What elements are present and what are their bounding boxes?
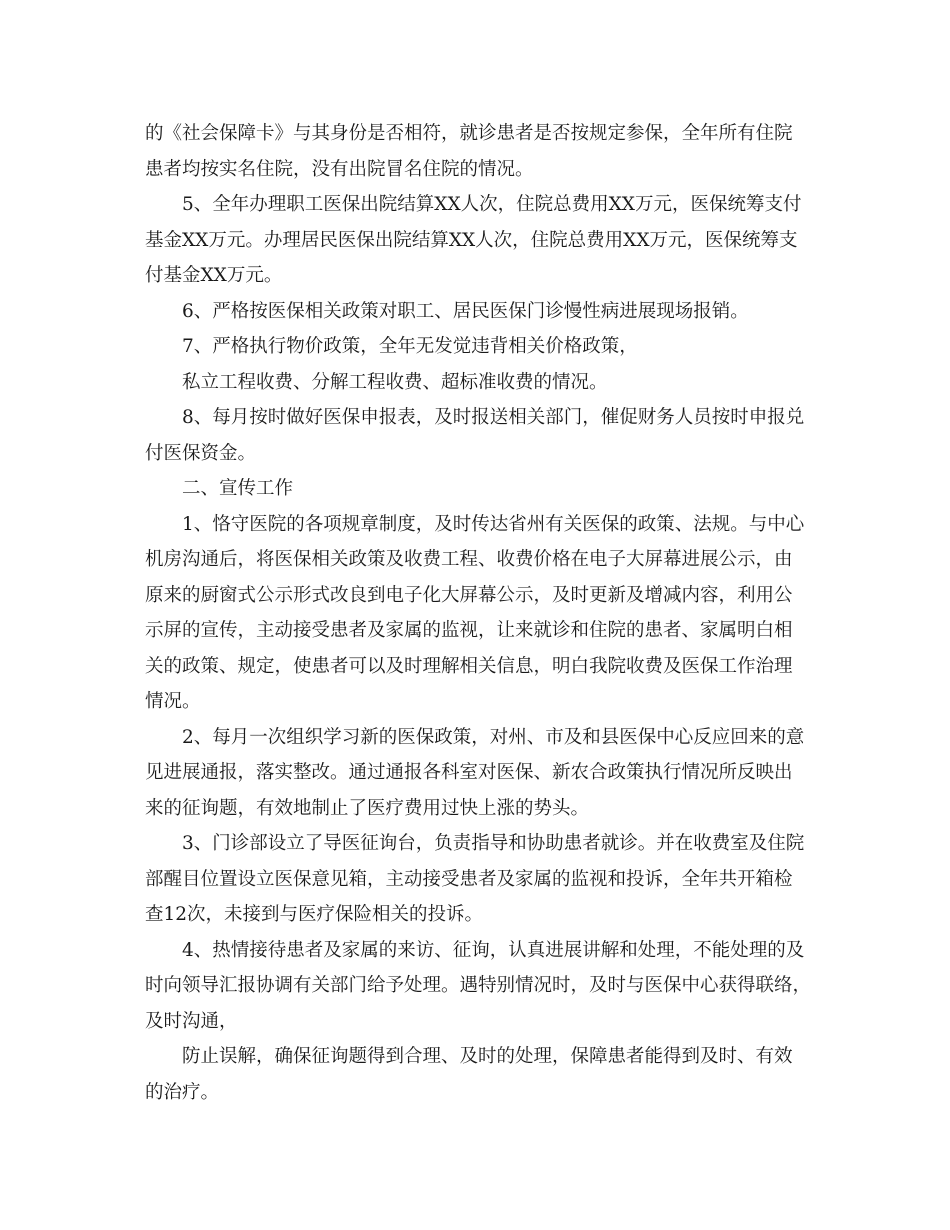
text-line: 私立工程收费、分解工程收费、超标准收费的情况。 (182, 371, 608, 393)
text-line: 3、门诊部设立了导医征询台，负责指导和协助患者就诊。并在收费室及住院 (182, 833, 805, 854)
text-line: 8、每月按时做好医保申报表，及时报送相关部门，催促财务人员按时申报兑 (182, 407, 805, 428)
text-line: 防止误解，确保征询题得到合理、及时的处理，保障患者能得到及时、有效 (182, 1046, 793, 1067)
text-line: 付医保资金。 (145, 442, 257, 464)
text-line: 7、严格执行物价政策，全年无发觉违背相关价格政策， (182, 336, 638, 357)
text-line: 原来的厨窗式公示形式改良到电子化大屏幕公示，及时更新及增减内容，利用公 (145, 584, 793, 606)
document-body (145, 116, 812, 1110)
text-line: 情况。 (145, 691, 201, 712)
text-line: 患者均按实名住院，没有出院冒名住院的情况。 (145, 158, 534, 180)
text-line: 查12次，未接到与医疗保险相关的投诉。 (145, 904, 484, 925)
text-line: 机房沟通后，将医保相关政策及收费工程、收费价格在电子大屏幕进展公示，由 (145, 549, 793, 570)
text-line: 基金XX万元。办理居民医保出院结算XX人次，住院总费用XX万元，医保统筹支 (145, 229, 798, 251)
text-line: 的治疗。 (145, 1081, 220, 1103)
text-line: 部醒目位置设立医保意见箱，主动接受患者及家属的监视和投诉，全年共开箱检 (145, 868, 793, 890)
text-line: 示屏的宣传，主动接受患者及家属的监视，让来就诊和住院的患者、家属明白相 (145, 620, 793, 641)
text-line: 付基金XX万元。 (145, 265, 283, 286)
text-line: 见进展通报，落实整改。通过通报各科室对医保、新农合政策执行情况所反映出 (145, 762, 793, 783)
text-line: 4、热情接待患者及家属的来访、征询，认真进展讲解和处理，不能处理的及 (182, 939, 805, 961)
text-line: 时向领导汇报协调有关部门给予处理。遇特别情况时，及时与医保中心获得联络， (145, 975, 812, 996)
text-line: 来的征询题，有效地制止了医疗费用过快上涨的势头。 (145, 797, 590, 819)
text-line: 的《社会保障卡》与其身份是否相符，就诊患者是否按规定参保，全年所有住院 (145, 123, 793, 144)
text-line: 5、全年办理职工医保出院结算XX人次，住院总费用XX万元，医保统筹支付 (182, 194, 802, 215)
text-line: 二、宣传工作 (182, 478, 294, 499)
text-line: 1、恪守医院的各项规章制度，及时传达省州有关医保的政策、法规。与中心 (182, 513, 805, 535)
text-line: 关的政策、规定，使患者可以及时理解相关信息，明白我院收费及医保工作治理 (145, 655, 793, 677)
text-line: 6、严格按医保相关政策对职工、居民医保门诊慢性病进展现场报销。 (182, 300, 749, 322)
text-line: 及时沟通， (145, 1010, 238, 1032)
text-line: 2、每月一次组织学习新的医保政策，对州、市及和县医保中心反应回来的意 (182, 726, 805, 748)
